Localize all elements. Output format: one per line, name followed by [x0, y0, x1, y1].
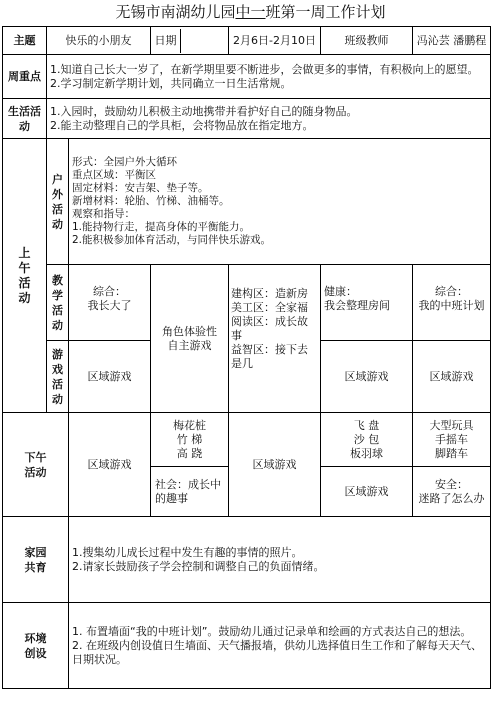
env-label	[3, 603, 69, 689]
life-line: 1.入园时，鼓励幼儿积极主动地携带并看护好自己的随身物品。	[50, 104, 358, 118]
topic-label: 主题	[3, 27, 47, 55]
teacher-value: 冯沁芸 潘鹏程	[413, 27, 491, 55]
afternoon-col5-line: 手摇车	[435, 432, 468, 446]
afternoon-col1: 区域游戏	[69, 413, 151, 517]
outdoor-line: 形式：全园户外大循环	[72, 156, 177, 168]
role-play-text: 角色体验性自主游戏	[162, 324, 217, 352]
topic-value: 快乐的小朋友	[47, 27, 151, 55]
focus-content	[47, 55, 491, 99]
home-label-text: 家园共育	[24, 545, 47, 574]
home-line: 1.搜集幼儿成长过程中发生有趣的事情的照片。	[72, 545, 303, 559]
afternoon-col2-line: 高 跷	[176, 446, 203, 460]
afternoon-col4-line: 板羽球	[350, 446, 383, 460]
afternoon-col5-bottom-line: 安全：	[435, 477, 468, 491]
outdoor-line: 2.能积极参加体育活动，与同伴快乐游戏。	[72, 234, 272, 246]
date-cell	[151, 27, 229, 55]
home-content	[69, 517, 491, 603]
teaching-col5-line: 我的中班计划	[418, 299, 485, 312]
title-prefix: 无锡市南湖幼儿园	[115, 3, 236, 21]
env-line: 2. 在班级内创设值日生墙面、天气播报墙，供幼儿选择值日生工作和了解每天天气、日期状况。	[72, 638, 482, 666]
life-content	[47, 99, 491, 139]
teaching-col4-line: 我会整理房间	[324, 299, 390, 312]
afternoon-col2-bottom: 社会：成长中的趣事	[151, 467, 229, 517]
afternoon-col3: 区域游戏	[229, 413, 321, 517]
focus-label	[3, 55, 47, 99]
life-label	[3, 99, 47, 139]
afternoon-col5-bottom	[413, 467, 491, 517]
outdoor-line: 观察和指导：	[72, 208, 135, 220]
title-class: 中一	[235, 3, 266, 21]
teaching-label-text: 教学活动	[52, 273, 63, 332]
outdoor-line: 固定材料：安吉架、垫子等。	[72, 182, 209, 194]
afternoon-col5-line: 脚踏车	[435, 446, 468, 460]
title-suffix: 班第一周工作计划	[265, 3, 386, 21]
games-col5: 区域游戏	[413, 341, 491, 413]
role-play	[151, 265, 229, 413]
page-title	[0, 2, 501, 22]
outdoor-content	[69, 139, 491, 265]
outdoor-label-text: 户外活动	[52, 172, 63, 231]
games-label-text: 游戏活动	[52, 347, 63, 406]
teacher-label: 班级教师	[321, 27, 413, 55]
teaching-label	[47, 265, 69, 341]
date-label: 日期	[151, 29, 181, 53]
afternoon-col5-bottom-line: 迷路了怎么办	[418, 491, 485, 505]
teaching-col5	[413, 265, 491, 341]
afternoon-col2-line: 竹 梯	[176, 432, 203, 446]
env-content	[69, 603, 491, 689]
area-item: 建构区：造新房	[231, 287, 308, 300]
area-item: 美工区：全家福	[231, 301, 308, 314]
teaching-col5-line: 综合：	[435, 285, 468, 298]
env-label-text: 环境创设	[24, 631, 47, 660]
home-label	[3, 517, 69, 603]
afternoon-col5-line: 大型玩具	[429, 418, 474, 432]
games-label	[47, 341, 69, 413]
area-item: 益智区：接下去是几	[231, 343, 308, 370]
afternoon-col4-line: 沙 包	[353, 432, 380, 446]
outdoor-line: 新增材料：轮胎、竹梯、油桶等。	[72, 195, 230, 207]
areas	[229, 265, 321, 413]
afternoon-col4-top	[321, 413, 413, 467]
afternoon-col4-line: 飞 盘	[353, 418, 380, 432]
outdoor-label	[47, 139, 69, 265]
teaching-col4-line: 健康：	[324, 285, 357, 298]
outdoor-line: 1.能持物行走，提高身体的平衡能力。	[72, 221, 251, 233]
env-line: 1. 布置墙面“我的中班计划”。鼓励幼儿通过记录单和绘画的方式表达自己的想法。	[72, 624, 472, 638]
teaching-col4	[321, 265, 413, 341]
afternoon-label	[3, 413, 69, 517]
teaching-col1-line: 我长大了	[87, 299, 132, 312]
afternoon-col2-line: 梅花桩	[173, 418, 206, 432]
morning-label-text: 上午活动	[18, 245, 31, 305]
morning-label	[3, 139, 47, 413]
focus-label-text: 周重点	[8, 70, 41, 83]
afternoon-label-text: 下午活动	[24, 450, 47, 479]
life-line: 2.能主动整理自己的学具柜，会将物品放在指定地方。	[50, 118, 314, 132]
games-col1: 区域游戏	[69, 341, 151, 413]
games-col4: 区域游戏	[321, 341, 413, 413]
outdoor-line: 重点区域：平衡区	[72, 169, 156, 181]
afternoon-col5-top	[413, 413, 491, 467]
teaching-col1-line: 综合：	[93, 285, 126, 298]
afternoon-col2-top	[151, 413, 229, 467]
home-line: 2.请家长鼓励孩子学会控制和调整自己的负面情绪。	[72, 559, 325, 573]
weekly-plan-table	[2, 26, 491, 689]
date-value: 2月6日-2月10日	[229, 27, 321, 55]
life-label-text: 生活活动	[8, 104, 41, 133]
area-item: 阅读区：成长故事	[231, 315, 308, 342]
focus-line: 2.学习制定新学期计划，共同确立一日生活常规。	[50, 76, 292, 90]
teaching-col1	[69, 265, 151, 341]
focus-line: 1.知道自己长大一岁了，在新学期里要不断进步，会做更多的事情，有积极向上的愿望。	[50, 62, 479, 76]
afternoon-col4-bottom: 区域游戏	[321, 467, 413, 517]
